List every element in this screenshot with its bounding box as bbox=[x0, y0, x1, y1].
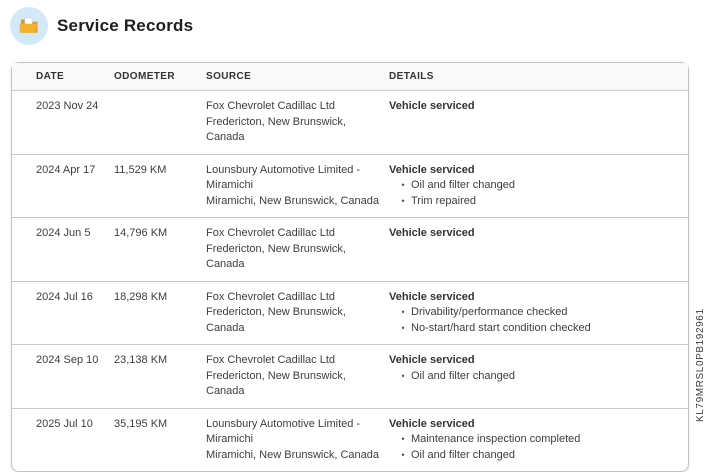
source-line: Fredericton, New Brunswick, Canada bbox=[206, 115, 346, 143]
source-line: Fox Chevrolet Cadillac Ltd bbox=[206, 227, 336, 239]
cell-source bbox=[196, 155, 379, 218]
source-line: Fox Chevrolet Cadillac Ltd bbox=[206, 354, 336, 366]
table-row bbox=[12, 281, 688, 345]
cell-details bbox=[379, 218, 688, 250]
table-row bbox=[12, 408, 688, 472]
details-bullet-item bbox=[389, 305, 680, 321]
bullet-text: No-start/hard start condition checked bbox=[411, 321, 591, 334]
details-bullet-item bbox=[389, 432, 680, 448]
details-bullet-list bbox=[389, 305, 680, 336]
bullet-icon: • bbox=[401, 449, 405, 460]
details-bullet-list bbox=[389, 369, 680, 385]
cell-details bbox=[379, 91, 688, 123]
cell-source bbox=[196, 91, 379, 154]
source-line: Lounsbury Automotive Limited - bbox=[206, 417, 361, 430]
details-bullet-item bbox=[389, 448, 680, 464]
cell-odometer: 14,796 KM bbox=[114, 227, 168, 239]
bullet-icon: • bbox=[401, 434, 405, 444]
bullet-icon: • bbox=[401, 307, 405, 317]
source-line: Miramichi bbox=[206, 179, 254, 191]
details-bullet-item bbox=[389, 321, 680, 337]
source-line: Fredericton, New Brunswick, Canada bbox=[206, 242, 346, 270]
cell-source bbox=[196, 345, 379, 408]
bullet-icon: • bbox=[401, 322, 405, 333]
table-header-row bbox=[12, 63, 688, 91]
details-bullet-list bbox=[389, 178, 680, 209]
bullet-text: Oil and filter changed bbox=[411, 448, 515, 461]
source-line: Fox Chevrolet Cadillac Ltd bbox=[206, 100, 336, 112]
bullet-text: Maintenance inspection completed bbox=[411, 433, 581, 445]
column-header-date: DATE bbox=[36, 71, 65, 82]
bullet-text: Oil and filter changed bbox=[411, 179, 515, 191]
cell-source bbox=[196, 409, 379, 472]
details-bullet-item bbox=[389, 194, 680, 210]
cell-odometer bbox=[104, 91, 196, 107]
column-header-details: DETAILS bbox=[389, 71, 434, 82]
cell-source bbox=[196, 218, 379, 281]
table-row bbox=[12, 344, 688, 408]
cell-date: 2024 Sep 10 bbox=[36, 354, 99, 366]
bullet-icon: • bbox=[401, 195, 405, 206]
cell-details bbox=[379, 282, 688, 345]
bullet-text: Drivability/performance checked bbox=[411, 306, 568, 318]
source-line: Lounsbury Automotive Limited - bbox=[206, 163, 361, 176]
table-body bbox=[12, 91, 688, 471]
source-line: Fredericton, New Brunswick, Canada bbox=[206, 306, 346, 334]
cell-date: 2025 Jul 10 bbox=[36, 417, 93, 430]
cell-date: 2024 Jul 16 bbox=[36, 290, 93, 303]
details-heading: Vehicle serviced bbox=[389, 354, 475, 366]
cell-date: 2023 Nov 24 bbox=[36, 100, 99, 112]
cell-details bbox=[379, 409, 688, 472]
cell-details bbox=[379, 345, 688, 392]
bullet-text: Trim repaired bbox=[411, 194, 476, 207]
bullet-icon: • bbox=[401, 180, 405, 190]
open-folder-icon bbox=[10, 7, 48, 45]
vin-sidebar-text: KL79MRSL0PB192961 bbox=[695, 308, 706, 422]
details-heading: Vehicle serviced bbox=[389, 290, 475, 303]
details-heading: Vehicle serviced bbox=[389, 100, 475, 112]
cell-date: 2024 Apr 17 bbox=[36, 163, 96, 176]
cell-odometer: 18,298 KM bbox=[114, 290, 168, 303]
source-line: Miramichi, New Brunswick, Canada bbox=[206, 448, 379, 461]
cell-source bbox=[196, 282, 379, 345]
cell-odometer: 23,138 KM bbox=[114, 354, 168, 366]
bullet-icon: • bbox=[401, 370, 405, 381]
column-header-source: SOURCE bbox=[206, 71, 252, 82]
cell-date: 2024 Jun 5 bbox=[36, 227, 91, 239]
table-row bbox=[12, 91, 688, 154]
source-line: Miramichi bbox=[206, 433, 254, 445]
source-line: Fredericton, New Brunswick, Canada bbox=[206, 369, 346, 397]
details-heading: Vehicle serviced bbox=[389, 163, 475, 176]
cell-odometer: 11,529 KM bbox=[114, 163, 167, 176]
service-records-table bbox=[11, 62, 689, 472]
source-line: Fox Chevrolet Cadillac Ltd bbox=[206, 290, 336, 303]
details-heading: Vehicle serviced bbox=[389, 417, 475, 430]
cell-odometer: 35,195 KM bbox=[114, 417, 168, 430]
source-line: Miramichi, New Brunswick, Canada bbox=[206, 194, 379, 207]
details-heading: Vehicle serviced bbox=[389, 227, 475, 239]
page-title: Service Records bbox=[57, 16, 194, 35]
column-header-odometer: ODOMETER bbox=[114, 71, 175, 82]
section-header bbox=[10, 7, 193, 45]
table-row bbox=[12, 154, 688, 218]
details-bullet-list bbox=[389, 432, 680, 463]
details-bullet-item bbox=[389, 369, 680, 385]
table-row bbox=[12, 217, 688, 281]
bullet-text: Oil and filter changed bbox=[411, 369, 515, 382]
cell-details bbox=[379, 155, 688, 218]
details-bullet-item bbox=[389, 178, 680, 194]
